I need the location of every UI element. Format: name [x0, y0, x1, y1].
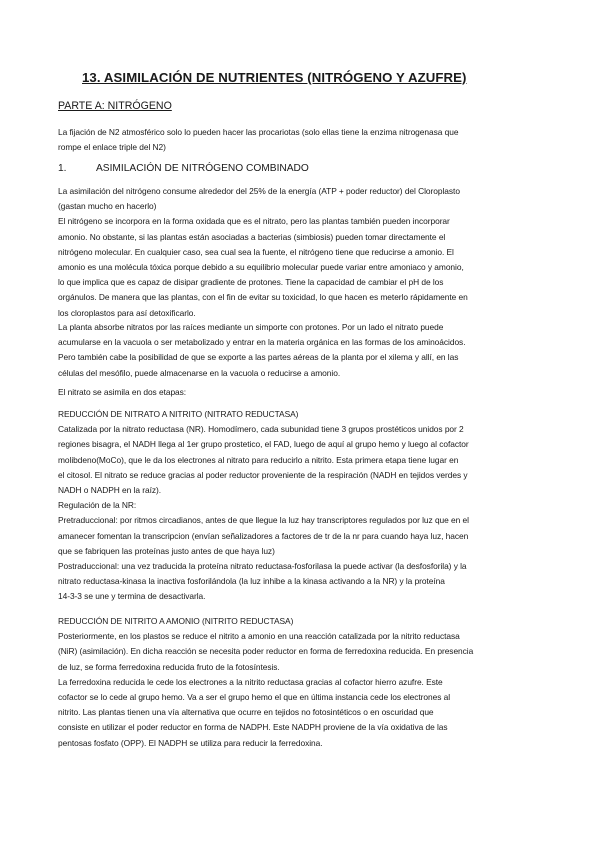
text-line: La asimilación del nitrógeno consume alrededor del 25% de la energía (ATP + poder reductor) del Cloroplasto: [58, 186, 460, 196]
subsection-heading: REDUCCIÓN DE NITRITO A AMONIO (NITRITO REDUCTASA): [58, 616, 294, 626]
text-line: de luz, se forma ferredoxina reducida fruto de la fotosíntesis.: [58, 661, 280, 672]
text-line: (NiR) (asimilación). En dicha reacción se necesita poder reductor en forma de ferredoxina reducida. En presencia: [58, 646, 474, 657]
text-line: amanecer fomentan la transcripcion (envían señalizadores a factores de tr de la nr para cuando haya luz, hacen: [58, 530, 469, 541]
text-line: los cloroplastos para así detoxificarlo.: [58, 307, 196, 318]
text-line: (gastan mucho en hacerlo): [58, 201, 157, 212]
page-title: 13. ASIMILACIÓN DE NUTRIENTES (NITRÓGENO Y AZUFRE): [82, 70, 467, 85]
section-heading: [58, 163, 309, 174]
text-line: consiste en utilizar el poder reductor en forma de NADPH. Este NADPH proviene de la vía oxidativa de las: [58, 722, 448, 733]
text-line: La fijación de N2 atmosférico solo lo pueden hacer las procariotas (solo ellas tiene la enzima nitrogenasa que: [58, 127, 459, 137]
text-line: 14-3-3 se une y termina de desactivarla.: [58, 591, 206, 602]
text-line: Posteriormente, en los plastos se reduce el nitrito a amonio en una reacción catalizada por la nitrito reductasa: [58, 631, 460, 642]
section-title: ASIMILACIÓN DE NITRÓGENO COMBINADO: [96, 163, 309, 174]
text-line: orgánulos. De manera que las plantas, con el fin de evitar su toxicidad, lo que hacen es meterlo rápidamente en: [58, 292, 468, 303]
text-line: pentosas fosfato (OPP). El NADPH se utiliza para reducir la ferredoxina.: [58, 737, 323, 748]
text-line: que se fabriquen las proteínas justo antes de que haya luz): [58, 545, 275, 556]
text-line: rompe el enlace triple del N2): [58, 142, 166, 153]
text-line: NADH o NADPH en la raíz).: [58, 485, 162, 496]
text-line: El nitrato se asimila en dos etapas:: [58, 387, 187, 397]
part-a-heading: PARTE A: NITRÓGENO: [58, 100, 172, 112]
section-number: 1.: [58, 163, 67, 174]
text-line: La planta absorbe nitratos por las raíces mediante un simporte con protones. Por un lado el nitrato puede: [58, 322, 444, 332]
text-line: Postraduccional: una vez traducida la proteína nitrato reductasa-fosforilasa la puede activar (la desfosforila) y la: [58, 561, 467, 572]
text-line: amonio. No obstante, si las plantas están asociadas a bacterias (simbiosis) pueden tomar directamente el: [58, 231, 446, 242]
text-line: nitrito. Las plantas tienen una vía alternativa que ocurre en tejidos no fotosintéticos o en oscuridad que: [58, 707, 434, 718]
paragraph-absorption: [58, 320, 528, 381]
text-line: acumularse en la vacuola o ser metabolizado y entrar en la materia orgánica en las formas de los aminoácidos.: [58, 337, 466, 348]
text-line: nitrato reductasa-kinasa la inactiva fosforilándola (la luz inhibe a la kinasa activando a la NR) y la proteína: [58, 576, 445, 587]
nitrate-reductase-section: [58, 407, 528, 605]
text-line: células del mesófilo, puede almacenarse en la vacuola o reducirse a amonio.: [58, 367, 341, 378]
text-line: amonio es una molécula tóxica porque debido a su equilibrio molecular puede variar entre amoniaco y amonio,: [58, 262, 464, 273]
subsection-heading: REDUCCIÓN DE NITRATO A NITRITO (NITRATO REDUCTASA): [58, 409, 299, 419]
text-line: Pero también cabe la posibilidad de que se exporte a las partes aéreas de la planta por el xilema y allí, en las: [58, 352, 459, 363]
text-line: lo que implica que es capaz de disipar gradiente de protones. Tiene la capacidad de cambiar el pH de los: [58, 277, 444, 288]
nitrite-reductase-section: [58, 614, 528, 751]
text-line: Catalizada por la nitrato reductasa (NR). Homodímero, cada subunidad tiene 3 grupos prostéticos unidos por 2: [58, 424, 464, 435]
text-line: Pretraduccional: por ritmos circadianos, antes de que llegue la luz hay transcriptores regulados por luz que en el: [58, 515, 469, 526]
text-line: nitrógeno molecular. En cualquier caso, sea cual sea la fuente, el nitrógeno tiene que reducirse a amonio. El: [58, 246, 454, 257]
text-line: el citosol. El nitrato se reduce gracias al poder reductor proveniente de la respiración (NADH en tejidos verdes y: [58, 469, 468, 480]
text-line: El nitrógeno se incorpora en la forma oxidada que es el nitrato, pero las plantas también pueden incorporar: [58, 216, 450, 227]
intro-paragraph: [58, 125, 528, 155]
text-line: La ferredoxina reducida le cede los electrones a la nitrito reductasa gracias al cofactor hierro azufre. Este: [58, 676, 443, 687]
text-line: molibdeno(MoCo), que le da los electrones al nitrato para reducirlo a nitrito. Esta primera etapa tiene lugar en: [58, 454, 459, 465]
paragraph-stages: [58, 385, 528, 400]
text-line: regiones bisagra, el NADH llega al 1er grupo prostetico, el FAD, luego de aquí al grupo hemo y luego al cofactor: [58, 439, 469, 450]
paragraph-assimilation: [58, 184, 528, 321]
text-line: cofactor se lo cede al grupo hemo. Va a ser el grupo hemo el que en última instancia cede los electrones al: [58, 692, 451, 703]
text-line: Regulación de la NR:: [58, 500, 137, 511]
